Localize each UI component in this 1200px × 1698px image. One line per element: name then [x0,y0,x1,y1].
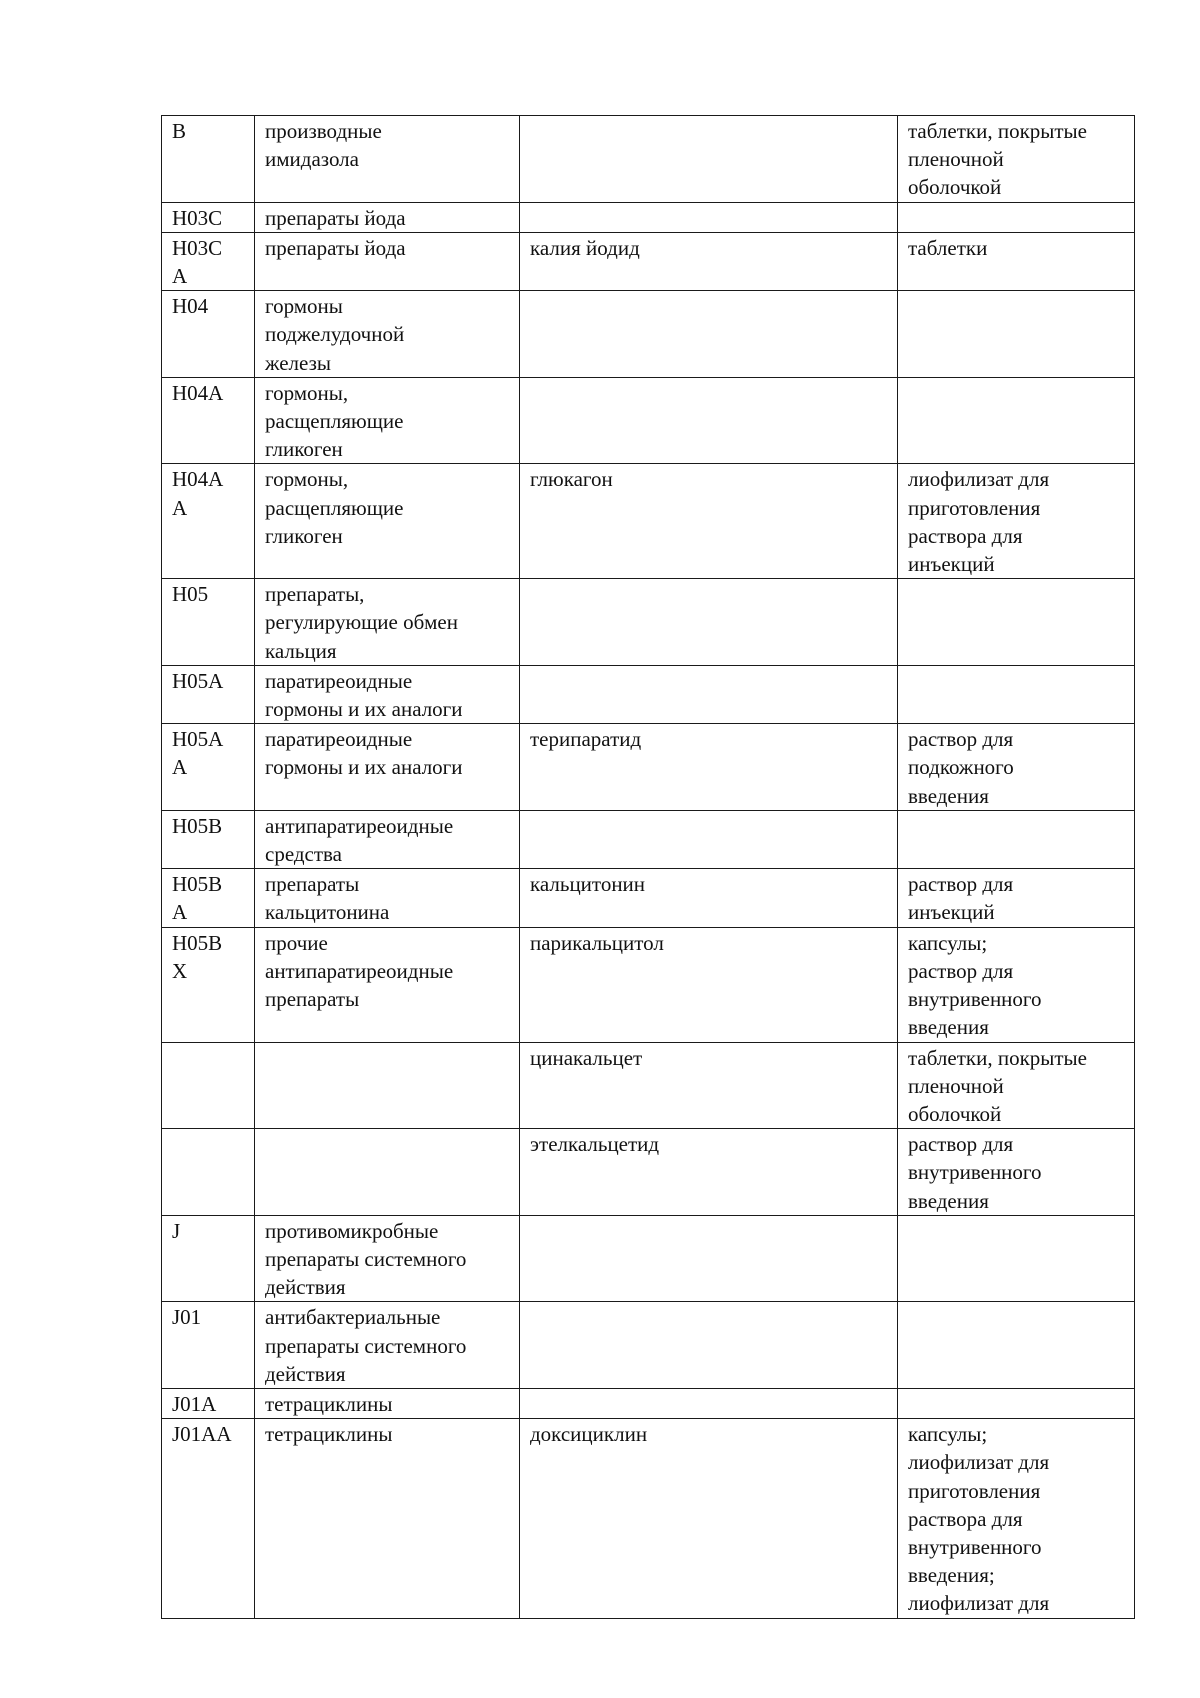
cell-text-line: H04 [172,294,209,319]
cell-text-line: A [172,264,188,289]
cell-text-line: оболочкой [908,175,1002,200]
cell-text-line: внутривенного [908,1534,1042,1559]
cell-text-line: препараты системного [265,1333,467,1358]
dosage-form-cell [898,665,1135,723]
table-row [162,810,1135,868]
cell-text-line: лиофилизат для [908,467,1050,492]
atc-code-cell [162,116,255,203]
cell-text-line: антипаратиреоидные [265,813,454,838]
cell-text-line: прочие [265,930,328,955]
cell-text-line: H05B [172,813,223,838]
dosage-form-cell [898,1215,1135,1302]
table-row [162,1215,1135,1302]
cell-text-line: инъекций [908,552,995,577]
table-row [162,464,1135,579]
cell-text-line: поджелудочной [265,322,405,347]
table-row [162,232,1135,290]
table-row [162,1419,1135,1618]
cell-text-line: J01A [172,1391,217,1416]
cell-text-line: подкожного [908,755,1014,780]
dosage-form-cell [898,1388,1135,1418]
anatomical-group-cell [255,810,520,868]
cell-text-line: пленочной [908,147,1004,172]
substance-name-cell [520,1388,898,1418]
cell-text-line: антипаратиреоидные [265,958,454,983]
cell-text-line: этелкальцетид [530,1132,660,1157]
dosage-form-cell [898,377,1135,464]
atc-code-cell [162,927,255,1042]
substance-name-cell [520,869,898,927]
cell-text-line: гормоны [265,294,343,319]
cell-text-line: раствора для [908,523,1023,548]
cell-text-line: антибактериальные [265,1305,441,1330]
cell-text-line: J01AA [172,1422,232,1447]
cell-text-line: доксициклин [530,1422,648,1447]
atc-code-cell [162,1042,255,1129]
atc-code-cell [162,724,255,811]
atc-code-cell [162,810,255,868]
cell-text-line: H05B [172,872,223,897]
anatomical-group-cell [255,291,520,378]
cell-text-line: H03C [172,205,223,230]
anatomical-group-cell [255,464,520,579]
table-row [162,1302,1135,1389]
atc-code-cell [162,1215,255,1302]
cell-text-line: препараты йода [265,205,406,230]
cell-text-line: гормоны и их аналоги [265,755,463,780]
substance-name-cell [520,1215,898,1302]
cell-text-line: внутривенного [908,1160,1042,1185]
substance-name-cell [520,1042,898,1129]
anatomical-group-cell [255,377,520,464]
cell-text-line: таблетки, покрытые [908,119,1087,143]
table-row [162,869,1135,927]
anatomical-group-cell [255,1042,520,1129]
dosage-form-cell [898,869,1135,927]
cell-text-line: приготовления [908,495,1041,520]
cell-text-line: паратиреоидные [265,727,413,752]
atc-code-cell [162,202,255,232]
dosage-form-cell [898,1042,1135,1129]
substance-name-cell [520,1419,898,1618]
cell-text-line: введения [908,783,989,808]
table-row [162,724,1135,811]
cell-text-line: H05A [172,668,224,693]
cell-text-line: препараты системного [265,1246,467,1271]
dosage-form-cell [898,927,1135,1042]
table-row [162,116,1135,203]
cell-text-line: действия [265,1361,346,1386]
atc-code-cell [162,464,255,579]
dosage-form-cell [898,116,1135,203]
cell-text-line: H05A [172,727,224,752]
anatomical-group-cell [255,202,520,232]
cell-text-line: препараты йода [265,235,406,260]
cell-text-line: раствора для [908,1506,1023,1531]
anatomical-group-cell [255,927,520,1042]
cell-text-line: расщепляющие [265,495,404,520]
anatomical-group-cell [255,579,520,666]
atc-code-cell [162,1419,255,1618]
cell-text-line: H04A [172,380,224,405]
substance-name-cell [520,464,898,579]
cell-text-line: тетрациклины [265,1391,393,1416]
cell-text-line: препараты, [265,582,365,607]
cell-text-line: раствор для [908,727,1014,752]
cell-text-line: кальцитонин [530,872,646,897]
cell-text-line: терипаратид [530,727,642,752]
cell-text-line: X [172,958,188,983]
cell-text-line: расщепляющие [265,409,404,434]
cell-text-line: раствор для [908,1132,1014,1157]
cell-text-line: раствор для [908,872,1014,897]
anatomical-group-cell [255,665,520,723]
table-row [162,1129,1135,1216]
cell-text-line: введения; [908,1563,995,1588]
atc-code-cell [162,1302,255,1389]
cell-text-line: J [172,1218,181,1243]
cell-text-line: тетрациклины [265,1422,393,1447]
substance-name-cell [520,1302,898,1389]
cell-text-line: действия [265,1275,346,1300]
atc-code-cell [162,665,255,723]
anatomical-group-cell [255,232,520,290]
cell-text-line: калия йодид [530,235,640,260]
cell-text-line: A [172,900,188,925]
table-row [162,1388,1135,1418]
cell-text-line: инъекций [908,900,995,925]
cell-text-line: H04A [172,467,224,492]
table-row [162,927,1135,1042]
atc-code-cell [162,1388,255,1418]
cell-text-line: оболочкой [908,1101,1002,1126]
cell-text-line: гликоген [265,523,343,548]
anatomical-group-cell [255,1388,520,1418]
cell-text-line: капсулы; [908,930,988,955]
atc-code-cell [162,869,255,927]
dosage-form-cell [898,291,1135,378]
cell-text-line: A [172,755,188,780]
cell-text-line: H03C [172,235,223,260]
atc-code-cell [162,579,255,666]
table-row [162,291,1135,378]
drug-classification-table [161,115,1135,1619]
cell-text-line: введения [908,1188,989,1213]
atc-code-cell [162,291,255,378]
anatomical-group-cell [255,869,520,927]
anatomical-group-cell [255,724,520,811]
cell-text-line: H05B [172,930,223,955]
cell-text-line: кальция [265,638,337,663]
substance-name-cell [520,232,898,290]
cell-text-line: таблетки [908,235,988,260]
dosage-form-cell [898,464,1135,579]
cell-text-line: лиофилизат для [908,1591,1050,1616]
table-row [162,377,1135,464]
substance-name-cell [520,1129,898,1216]
cell-text-line: гормоны, [265,380,349,405]
cell-text-line: цинакальцет [530,1045,643,1070]
cell-text-line: лиофилизат для [908,1450,1050,1475]
cell-text-line: паратиреоидные [265,668,413,693]
cell-text-line: капсулы; [908,1422,988,1447]
dosage-form-cell [898,1419,1135,1618]
cell-text-line: внутривенного [908,987,1042,1012]
cell-text-line: имидазола [265,147,359,172]
atc-code-cell [162,232,255,290]
substance-name-cell [520,291,898,378]
cell-text-line: раствор для [908,958,1014,983]
cell-text-line: препараты [265,987,360,1012]
substance-name-cell [520,665,898,723]
cell-text-line: средства [265,842,343,867]
substance-name-cell [520,579,898,666]
substance-name-cell [520,927,898,1042]
cell-text-line: глюкагон [530,467,613,492]
table-row [162,202,1135,232]
dosage-form-cell [898,1302,1135,1389]
cell-text-line: парикальцитол [530,930,664,955]
cell-text-line: регулирующие обмен [265,610,458,635]
cell-text-line: гормоны, [265,467,349,492]
table-body [162,116,1135,1619]
substance-name-cell [520,724,898,811]
cell-text-line: железы [265,350,332,375]
atc-code-cell [162,377,255,464]
cell-text-line: препараты [265,872,360,897]
cell-text-line: кальцитонина [265,900,390,925]
cell-text-line: гликоген [265,437,343,462]
anatomical-group-cell [255,1129,520,1216]
cell-text-line: таблетки, покрытые [908,1045,1087,1070]
dosage-form-cell [898,202,1135,232]
substance-name-cell [520,116,898,203]
table-row [162,1042,1135,1129]
cell-text-line: гормоны и их аналоги [265,697,463,722]
cell-text-line: A [172,495,188,520]
dosage-form-cell [898,579,1135,666]
cell-text-line: J01 [172,1305,202,1330]
cell-text-line: введения [908,1015,989,1040]
anatomical-group-cell [255,116,520,203]
atc-code-cell [162,1129,255,1216]
substance-name-cell [520,810,898,868]
dosage-form-cell [898,232,1135,290]
cell-text-line: H05 [172,582,209,607]
substance-name-cell [520,377,898,464]
anatomical-group-cell [255,1302,520,1389]
cell-text-line: противомикробные [265,1218,439,1243]
cell-text-line: приготовления [908,1478,1041,1503]
table-row [162,665,1135,723]
dosage-form-cell [898,810,1135,868]
anatomical-group-cell [255,1215,520,1302]
dosage-form-cell [898,1129,1135,1216]
substance-name-cell [520,202,898,232]
table-row [162,579,1135,666]
anatomical-group-cell [255,1419,520,1618]
cell-text-line: В [172,119,187,143]
cell-text-line: пленочной [908,1073,1004,1098]
dosage-form-cell [898,724,1135,811]
cell-text-line: производные [265,119,382,143]
